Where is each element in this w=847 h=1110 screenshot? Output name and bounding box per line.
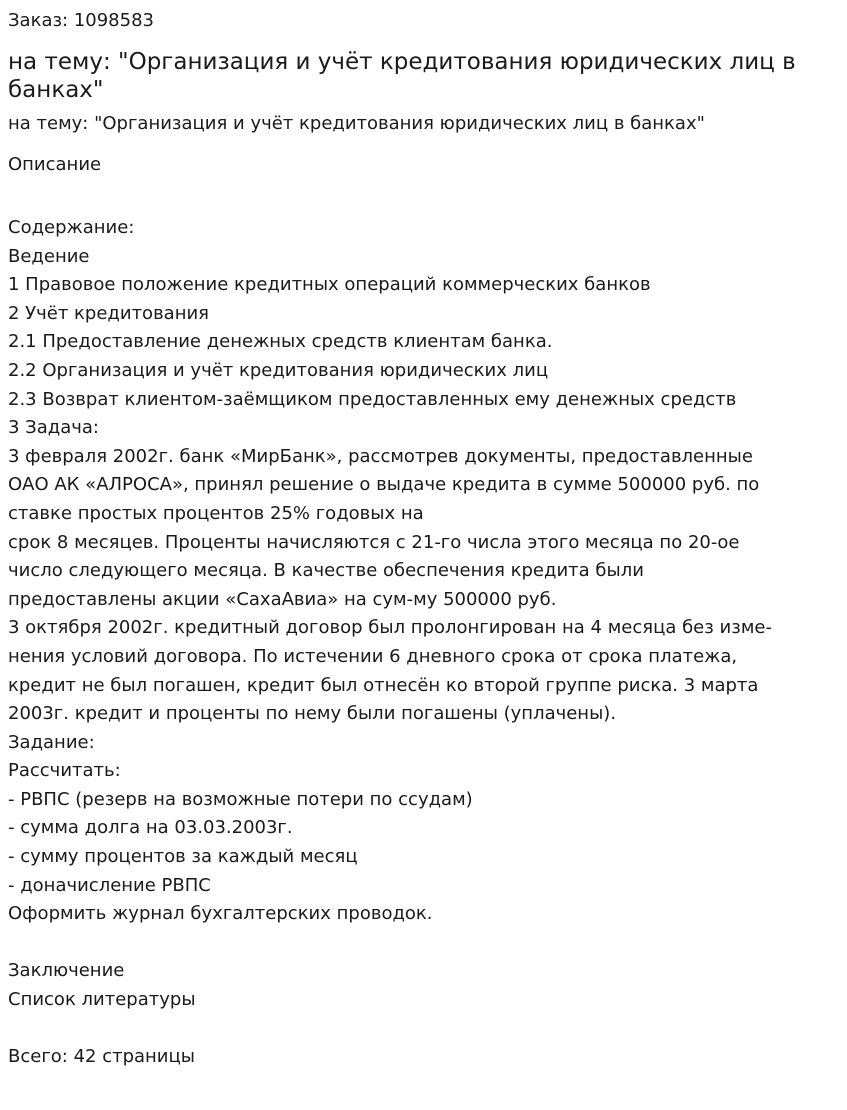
blank-line [8, 929, 839, 958]
task-text-line: 3 октября 2002г. кредитный договор был пролонгирован на 4 месяца без изме- [8, 617, 772, 639]
contents-item: 2.1 Предоставление денежных средств клиентам банка. [8, 331, 553, 353]
task-text-line: ставке простых процентов 25% годовых на [8, 502, 424, 524]
calculate-item: - сумма долга на 03.03.2003г. [8, 817, 293, 839]
task-text-line: число следующего месяца. В качестве обеспечения кредита были [8, 560, 644, 582]
calculate-item: - доначисление РВПС [8, 874, 211, 896]
description-heading: Описание [8, 154, 102, 175]
spacer [8, 177, 839, 214]
conclusion-item: Заключение [8, 960, 125, 982]
contents-item: 2 Учёт кредитования [8, 302, 210, 324]
total-pages: Всего: 42 страницы [8, 1046, 195, 1068]
task-text-line: 2003г. кредит и проценты по нему были погашены (уплачены). [8, 703, 617, 725]
contents-item: Ведение [8, 245, 90, 267]
page-title: на тему: "Организация и учёт кредитования юридических лиц в банках" [8, 49, 796, 103]
task-text-line: срок 8 месяцев. Проценты начисляются с 21-го числа этого месяца по 20-ое [8, 531, 740, 553]
assignment-heading: Задание: [8, 731, 95, 753]
contents-item: 1 Правовое положение кредитных операций коммерческих банков [8, 274, 651, 296]
literature-item: Список литературы [8, 989, 196, 1011]
task-text-line: нения условий договора. По истечении 6 дневного срока от срока платежа, [8, 645, 738, 667]
page-subtitle: на тему: "Организация и учёт кредитования юридических лиц в банках" [8, 113, 705, 134]
contents-item: 3 Задача: [8, 417, 99, 439]
calculate-item: - РВПС (резерв на возможные потери по ссудам) [8, 788, 473, 810]
journal-line: Оформить журнал бухгалтерских проводок. [8, 903, 433, 925]
task-text-line: предоставлены акции «СахаАвиа» на сум-му 500000 руб. [8, 588, 557, 610]
task-text-line: ОАО АК «АЛРОСА», принял решение о выдаче кредита в сумме 500000 руб. по [8, 474, 760, 496]
order-number: Заказ: 1098583 [8, 10, 154, 31]
contents-heading: Содержание: [8, 217, 135, 238]
description-body [8, 214, 839, 1072]
blank-line [8, 1015, 839, 1044]
task-text-line: 3 февраля 2002г. банк «МирБанк», рассмотрев документы, предоставленные [8, 445, 753, 467]
calculate-item: - сумму процентов за каждый месяц [8, 846, 358, 868]
calculate-heading: Рассчитать: [8, 760, 121, 782]
contents-item: 2.3 Возврат клиентом-заёмщиком предоставленных ему денежных средств [8, 388, 737, 410]
contents-item: 2.2 Организация и учёт кредитования юридических лиц [8, 359, 549, 381]
task-text-line: кредит не был погашен, кредит был отнесён ко второй группе риска. 3 марта [8, 674, 759, 696]
